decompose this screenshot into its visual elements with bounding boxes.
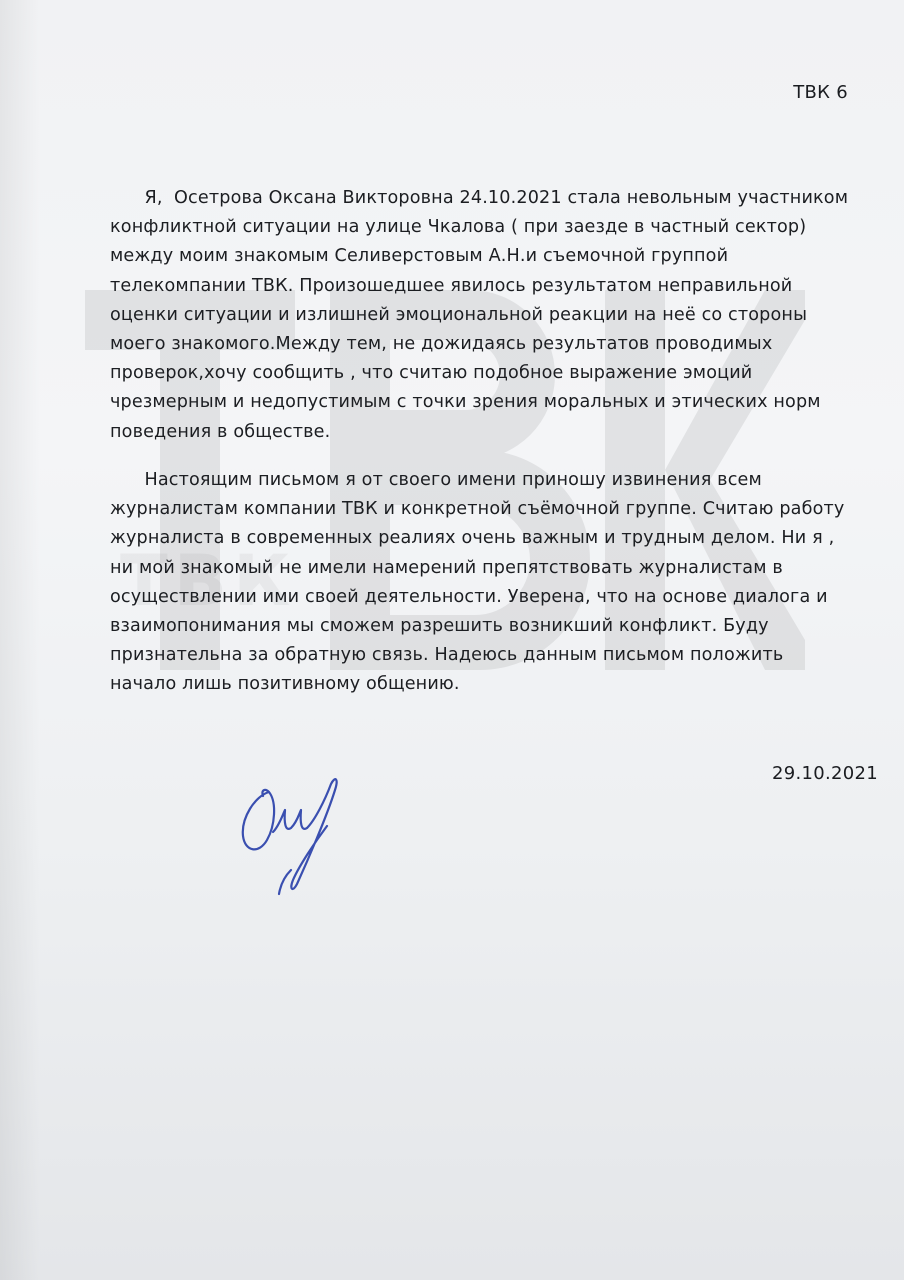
letter-date: 29.10.2021 (771, 763, 878, 784)
letter-paragraph-2: Настоящим письмом я от своего имени приношу извинения всем журналистам компании ТВК и конкретной съёмочной группе. Считаю работу журналиста в современных реалиях очень важным и трудным делом. Ни я , ни мой знакомый не имели намерений препятствовать журналистам в осуществлении ими своей деятельности. Уверена, что на основе диалога и взаимопонимания мы сможем разрешить возникший конфликт. Буду признательна за обратную связь. Надеюсь данным письмом положить начало лишь позитивному общению. (110, 470, 845, 695)
page-edge-shadow (0, 0, 40, 1280)
letter-paragraph-1: Я, Осетрова Оксана Викторовна 24.10.2021 стала невольным участником конфликтной ситуации на улице Чкалова ( при заезде в частный сектор) между моим знакомым Селиверстовым А.Н.и съемочной группой телекомпании ТВК. Произошедшее явилось результатом неправильной оценки ситуации и излишней эмоциональной реакции на неё со стороны моего знакомого.Между тем, не дожидаясь результатов проводимых проверок,хочу сообщить , что считаю подобное выражение эмоций чрезмерным и недопустимым с точки зрения моральных и этических норм поведения в обществе. (110, 188, 849, 442)
handwritten-signature (235, 770, 355, 905)
document-label: ТВК 6 (793, 82, 848, 103)
